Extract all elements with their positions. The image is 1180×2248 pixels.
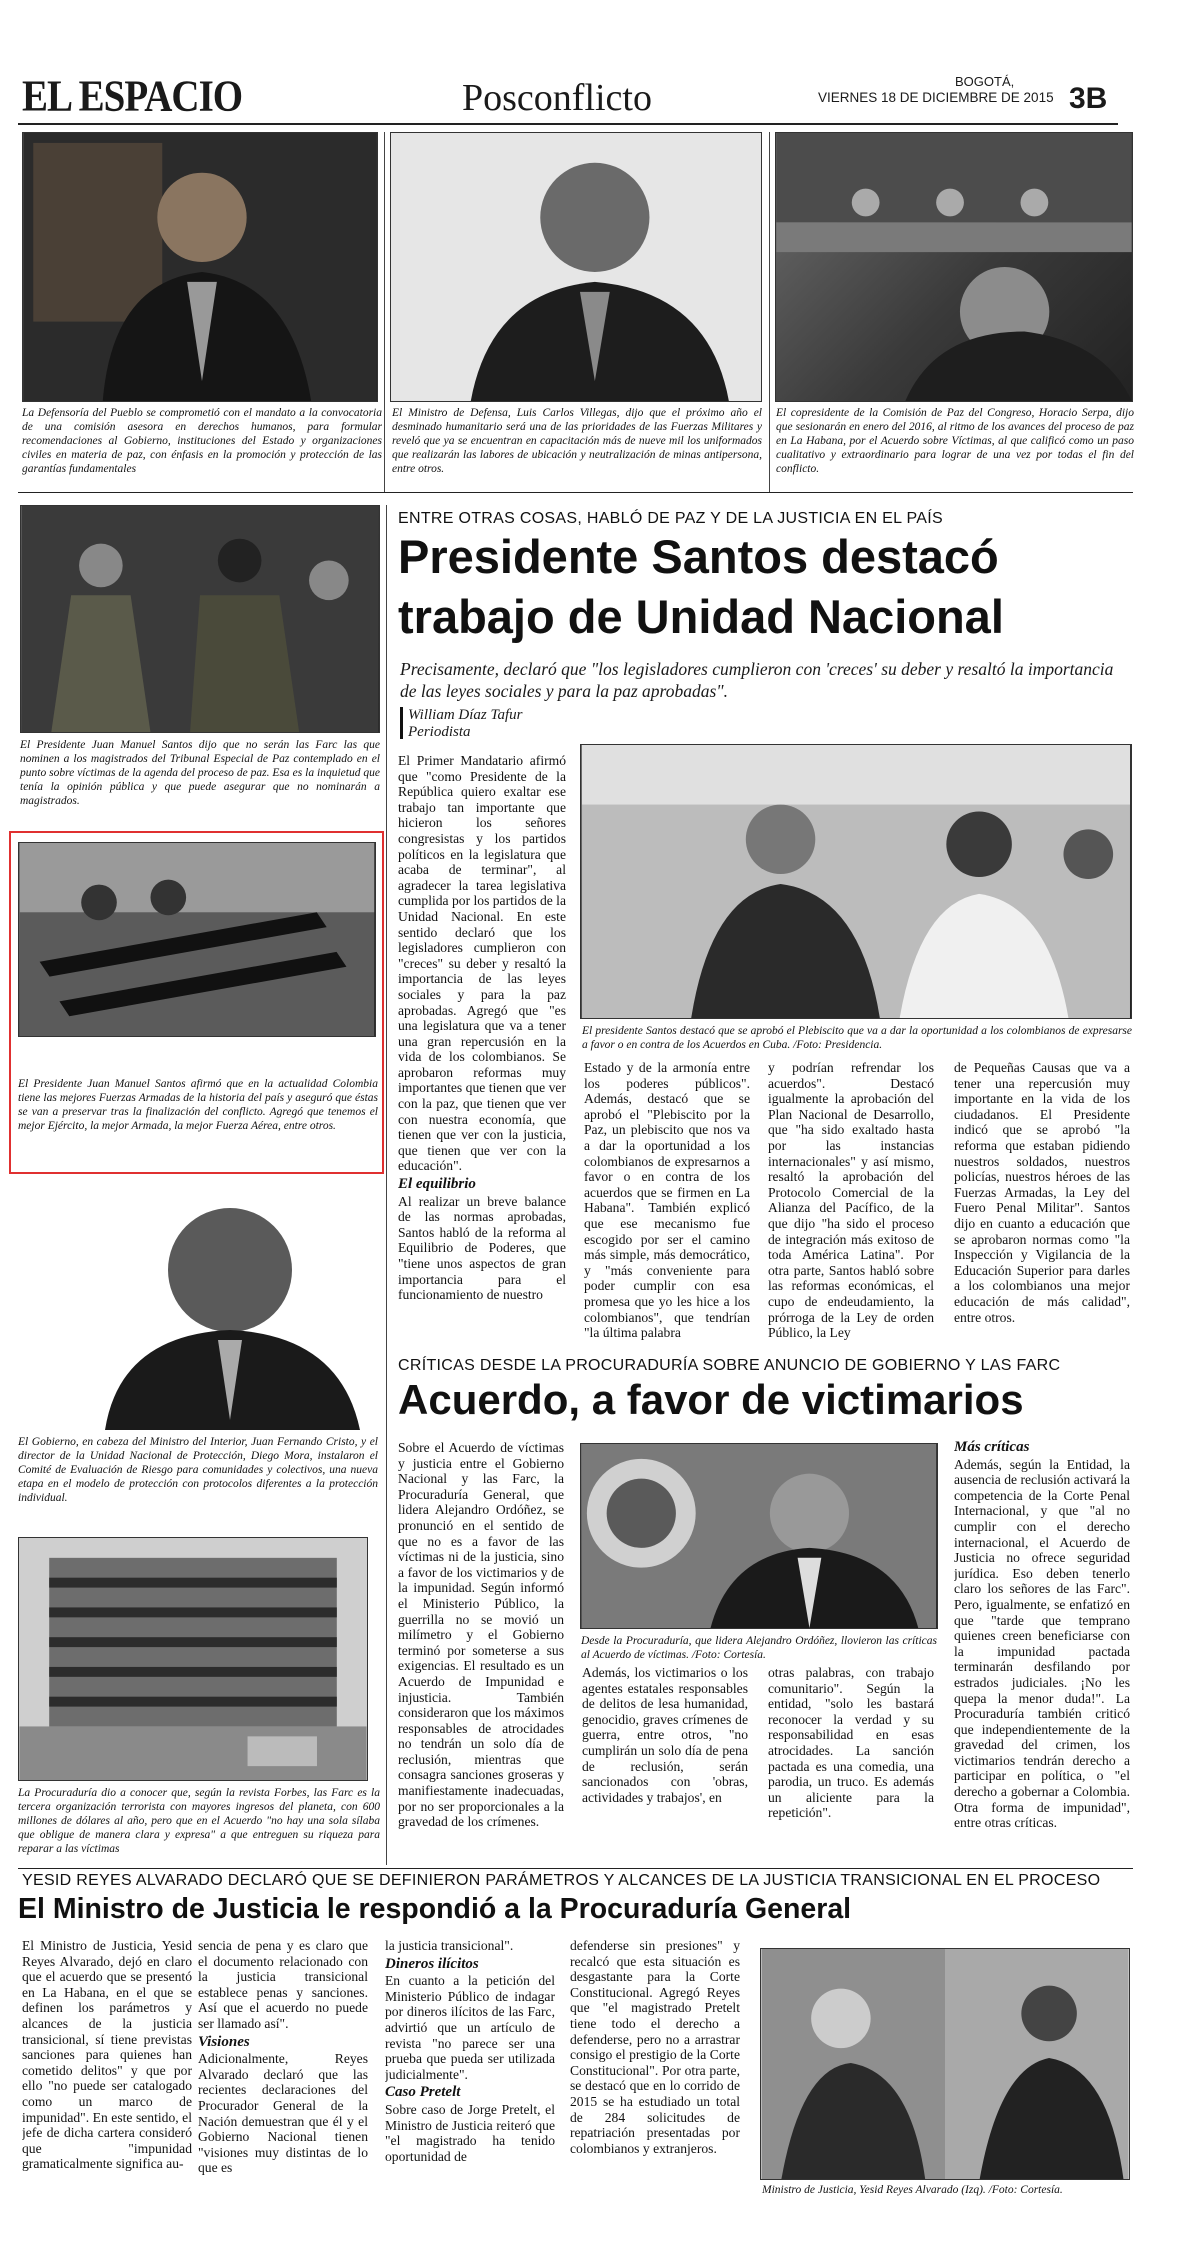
photo-ordonez <box>580 1443 938 1629</box>
caption-santos-farc: El Presidente Juan Manuel Santos dijo que no serán las Farc las que nominen a los magistrados del Tribunal Especial de Paz contemplado en el punto sobre víctimas de la agenda del proceso de paz. Esa es la inquietud que tenía la opinión pública y que puede asegurar que no nominarán a magistrados. <box>20 739 380 807</box>
byline-bar <box>400 707 403 739</box>
story3-headline: El Ministro de Justicia le respondió a la Procuraduría General <box>18 1893 852 1925</box>
caption-ministro-defensa: El Ministro de Defensa, Luis Carlos Villegas, dijo que el próximo año el desminado humanitario será una de las prioridades de las Fuerzas Militares y reveló que ya se encuentran en capacitación más de nueve mil los uniformados que realizarán las labores de ubicación y neutralización de minas antipersona, entre otros. <box>392 407 762 475</box>
caption-procuraduria-forbes: La Procuraduría dio a conocer que, según la revista Forbes, las Farc es la tercera organización terrorista con mayores ingresos del planeta, con 600 millones de dólares al año, pero que en el Acuerdo "no hay una sola sílaba que obligue de manera clara y expresa" a que entreguen su riqueza para reparar a las víctimas <box>18 1787 380 1855</box>
caption-ministro-interior: El Gobierno, en cabeza del Ministro del Interior, Juan Fernando Cristo, y el director de la Unidad Nacional de Protección, Diego Mora, instalaron el Comité de Evaluación de Riesgo para comunidades y colectivos, una nueva etapa en el modelo de protección con protocolos diferentes a la protección individual. <box>18 1436 378 1504</box>
story2-column-1 <box>398 1440 564 1862</box>
story2-col3-text: otras palabras, con trabajo comunitario". Según la entidad, "solo les bastará reconocer la verdad y su responsabilidad en esas atrocidades. La sanción pactada es una comedia, una parodia, un truco. Es además un aliciente para la repetición". <box>768 1665 934 1821</box>
photo-santos-militares <box>20 505 380 733</box>
section-rule <box>18 1868 1133 1869</box>
story3-subhead-dineros: Dineros ilícitos <box>385 1955 479 1972</box>
story1-subhead-equilibrio: El equilibrio <box>398 1176 476 1193</box>
masthead-logo: EL ESPACIO <box>22 71 243 121</box>
page-number: 3B <box>1069 82 1108 115</box>
story3-column-3 <box>385 1938 555 2233</box>
caption-ministro-justicia: Ministro de Justicia, Yesid Reyes Alvarado (Izq). /Foto: Cortesía. <box>762 2184 1063 2196</box>
caption-santos-plebiscito: El presidente Santos destacó que se aprobó el Plebiscito que va a dar la oportunidad a los colombianos de expresarse a favor o en contra de los Acuerdos en Cuba. /Foto: Presidencia. <box>582 1025 1132 1051</box>
story1-byline-name: William Díaz Tafur <box>408 707 523 723</box>
dateline-city: BOGOTÁ, <box>955 74 1015 89</box>
story3-col4-text: defenderse sin presiones" y recalcó que esta situación es desgastante para la Corte Constitucional. Agregó Reyes que "el magistrado Pretelt tiene todo el derecho a defenderse, pero no a arrastrar consigo el prestigio de la Corte Constitucional". Por otra parte, se destacó que en lo corrido de 2015 se ha estudiado un total de 284 solicitudes de repatriación presentadas por colombianos y extranjeros. <box>570 1938 740 2156</box>
story2-col1-text: Sobre el Acuerdo de víctimas y justicia entre el Gobierno Nacional y las Farc, la Procuraduría General, que lidera Alejandro Ordóñez, se pronunció en el sentido de que no es a favor de las víctimas ni de la justicia, sino a favor de los victimarios y de la impunidad. Según informó el Ministerio Público, la guerrilla no se movió un milímetro y el Gobierno terminó por someterse a sus exigencias. El resultado es un Acuerdo de Impunidad e injusticia. También consideraron que los máximos responsables de atrocidades no tendrán un solo día de reclusión, mientras que consagra sanciones groseras y manifiestamente inadecuadas, por no ser proporcionales a la gravedad de los crímenes. <box>398 1440 564 1830</box>
photo-defensoria <box>22 132 378 402</box>
photo-procuraduria-edificio <box>18 1537 368 1781</box>
story1-col1-text: El Primer Mandatario afirmó que "como Presidente de la República quiero exaltar ese trabajo tan importante que hicieron los señores congresistas y los partidos políticos en la legislatura que acaba de terminar", al agradecer la tarea legislativa cumplida por los partidos de la Unidad Nacional. En este sentido declaró que los legisladores cumplieron con "creces" su deber y resaltó la importancia de las leyes sociales y para la paz aprobadas. Agregó que "es una legislatura que va a tener una gran repercusión en la vida de los colombianos. Se aprobaron reformas muy importantes que tienen que ver con la paz, que tienen que ver con nuestra economía, que tienen que ver con la justicia, que tienen que ver con la educación". <box>398 753 566 1174</box>
story2-column-3 <box>768 1665 934 1865</box>
section-title: Posconflicto <box>462 77 652 119</box>
caption-defensoria: La Defensoría del Pueblo se comprometió con el mandato a la convocatoria de una comisión asesora en derechos humanos, para formular recomendaciones al Gobierno, instituciones del Estado y organizaciones civiles en materia de paz, con énfasis en la promoción y protección de las garantías fundamentales <box>22 407 382 475</box>
story3-col3-text-b: En cuanto a la petición del Ministerio Público de indagar por dineros ilícitos de las Farc, advirtió que un artículo de revista "no parece ser una prueba que pueda ser utilizada judicialmente". <box>385 1973 555 2082</box>
photo-ministro-defensa <box>390 132 762 402</box>
photo-ministro-interior <box>80 1185 370 1430</box>
story1-col3-text: y podrían refrendar los acuerdos". Destacó igualmente la aprobación del Plan Nacional de Desarrollo, que "ha sido exaltado hasta por las instancias internacionales" y así mismo, resaltó la aprobación del Protocolo Comercial de la Alianza del Pacífico, de la que dijo "ha sido el proceso de integración más exitoso de toda América Latina". Por otra parte, Santos habló sobre las reformas económicas, el cupo de endeudamiento, la prórroga de la Ley de orden Público, la Ley <box>768 1060 934 1341</box>
column-rule <box>769 132 770 492</box>
story2-kicker: CRÍTICAS DESDE LA PROCURADURÍA SOBRE ANUNCIO DE GOBIERNO Y LAS FARC <box>398 1357 1061 1374</box>
caption-fuerzas-armadas: El Presidente Juan Manuel Santos afirmó que en la actualidad Colombia tiene las mejores Fuerzas Armadas de la historia del país y aseguró que éstas se van a preservar tras la finalización del conflicto. Agregó que tenemos el mejor Ejército, la mejor Armada, la mejor Fuerza Aérea, entre otros. <box>18 1078 378 1132</box>
story1-column-2 <box>584 1060 750 1350</box>
dateline-date: VIERNES 18 DE DICIEMBRE DE 2015 <box>818 90 1054 105</box>
story1-kicker: ENTRE OTRAS COSAS, HABLÓ DE PAZ Y DE LA JUSTICIA EN EL PAÍS <box>398 510 943 527</box>
story2-col2-text: Además, los victimarios o los agentes estatales responsables de delitos de lesa humanidad, genocidio, graves crímenes de guerra, entre otros, "no cumplirán un solo día de pena de reclusión, serán sancionados con 'obras, actividades y trabajos', en <box>582 1665 748 1805</box>
story3-col2-text: sencia de pena y es claro que el documento relacionado con la justicia transicional establece penas y sanciones. Así que el acuerdo no puede ser llamado así". <box>198 1938 368 2031</box>
story3-kicker: YESID REYES ALVARADO DECLARÓ QUE SE DEFINIERON PARÁMETROS Y ALCANCES DE LA JUSTICIA TRANSICIONAL EN EL PROCESO <box>22 1872 1101 1889</box>
story3-col2-text-b: Adicionalmente, Reyes Alvarado declaró que las recientes declaraciones del Procurador General de la Nación demuestran que él y el Gobierno Nacional tienen "visiones muy distintas de lo que es <box>198 2051 368 2176</box>
story3-column-4 <box>570 1938 740 2233</box>
story1-deck: Precisamente, declaró que "los legisladores cumplieron con 'creces' su deber y resaltó la importancia de las leyes sociales y para la paz aprobadas". <box>400 659 1114 701</box>
story2-column-4 <box>954 1440 1130 1865</box>
section-rule <box>18 492 1133 493</box>
story3-column-1 <box>22 1938 192 2233</box>
story2-col4-text: Además, según la Entidad, la ausencia de reclusión activará la competencia de la Corte Penal Internacional, y que "al no cumplir con el derecho internacional, el Acuerdo de Justicia no ofrece seguridad jurídica. Eso deben tenerlo claro los señores de las Farc". Pero, igualmente, se enfatizó en que "tarde que temprano quienes creen beneficiarse con la impunidad pactada terminarán desfilando por estrados judiciales. ¡No les quepa la menor duda!". La Procuraduría también criticó que independientemente de la gravedad del crimen, los victimarios tendrán derecho a participar en política, o "el derecho a gobernar a Colombia. Otra forma de impunidad", entre otras críticas. <box>954 1456 1130 1831</box>
story1-headline-line1: Presidente Santos destacó <box>398 530 999 583</box>
story2-column-2 <box>582 1665 748 1865</box>
caption-ordonez: Desde la Procuraduría, que lidera Alejandro Ordóñez, llovieron las críticas al Acuerdo de víctimas. /Foto: Cortesía. <box>581 1635 937 1661</box>
photo-santos-plebiscito <box>580 744 1132 1019</box>
story3-subhead-visiones: Visiones <box>198 2033 250 2050</box>
person-silhouette-icon <box>23 133 377 401</box>
photo-comision-paz <box>775 132 1133 402</box>
story1-col4-text: de Pequeñas Causas que va a tener una repercusión muy importante en la vida de los ciudadanos. El Presidente indicó que se aprobó "la reforma que estaban pidiendo nuestros soldados, nuestros policías, nuestros héroes de las Fuerzas Armadas, la Ley del Fuero Penal Militar". Santos dijo en cuanto a educación que se aprobaron normas como "la Inspección y Vigilancia de la Educación Superior para darles a los colombianos una mejor educación de más calidad", entre otros. <box>954 1060 1130 1325</box>
story1-col2-text: Estado y de la armonía entre los poderes públicos". Además, destacó que se aprobó el "Plebiscito por la Paz, un plebiscito que nos va a dar la oportunidad a los colombianos de expresarnos a favor o en contra de los acuerdos que se firmen en La Habana". También explicó que ese mecanismo fue escogido por ser el camino más simple, más democrático, y "más conveniente para poder cumplir con esa promesa que yo les hice a los colombianos", que tendrían "la última palabra <box>584 1060 750 1341</box>
story1-column-4 <box>954 1060 1130 1350</box>
story3-col3-text-c: Sobre caso de Jorge Pretelt, el Ministro de Justicia reiteró que "el magistrado ha tenido oportunidad de <box>385 2101 555 2164</box>
story3-col1-text: El Ministro de Justicia, Yesid Reyes Alvarado, dejó en claro que el acuerdo que se presentó en La Habana, en el que se definen los parámetros y alcances de la justicia transicional, sí tiene previstas sanciones para quienes han cometido delitos" y que por ello "no puede ser catalogado como un marco de impunidad". En este sentido, el jefe de dicha cartera consideró que "impunidad gramaticalmente significa au- <box>22 1938 192 2172</box>
photo-ministro-justicia <box>760 1948 1130 2180</box>
column-rule <box>386 505 387 1865</box>
story3-subhead-pretelt: Caso Pretelt <box>385 2084 461 2101</box>
story1-byline-role: Periodista <box>408 724 471 740</box>
caption-comision-paz: El copresidente de la Comisión de Paz del Congreso, Horacio Serpa, dijo que sesionarán en enero del 2016, al ritmo de los avances del proceso de paz en La Habana, por el Acuerdo sobre Víctimas, al que calificó como un paso cualitativo y extraordinario para lograr de una vez por todas el fin del conflicto. <box>776 407 1134 475</box>
story2-subhead-mas-criticas: Más críticas <box>954 1440 1030 1455</box>
story3-column-2 <box>198 1938 368 2233</box>
story1-headline-line2: trabajo de Unidad Nacional <box>398 590 1004 643</box>
story3-col3-text: la justicia transicional". <box>385 1938 514 1953</box>
story1-col1-text-b: Al realizar un breve balance de las normas aprobadas, Santos habló de la reforma al Equilibrio de Poderes, que "tiene unos aspectos de gran importancia para el funcionamiento de nuestro <box>398 1193 566 1303</box>
story1-column-3 <box>768 1060 934 1350</box>
masthead-rule <box>18 123 1118 125</box>
column-rule <box>384 132 385 492</box>
story2-headline: Acuerdo, a favor de victimarios <box>398 1376 1024 1423</box>
story1-column-1 <box>398 753 566 1443</box>
photo-fuerzas-armadas <box>18 842 376 1037</box>
